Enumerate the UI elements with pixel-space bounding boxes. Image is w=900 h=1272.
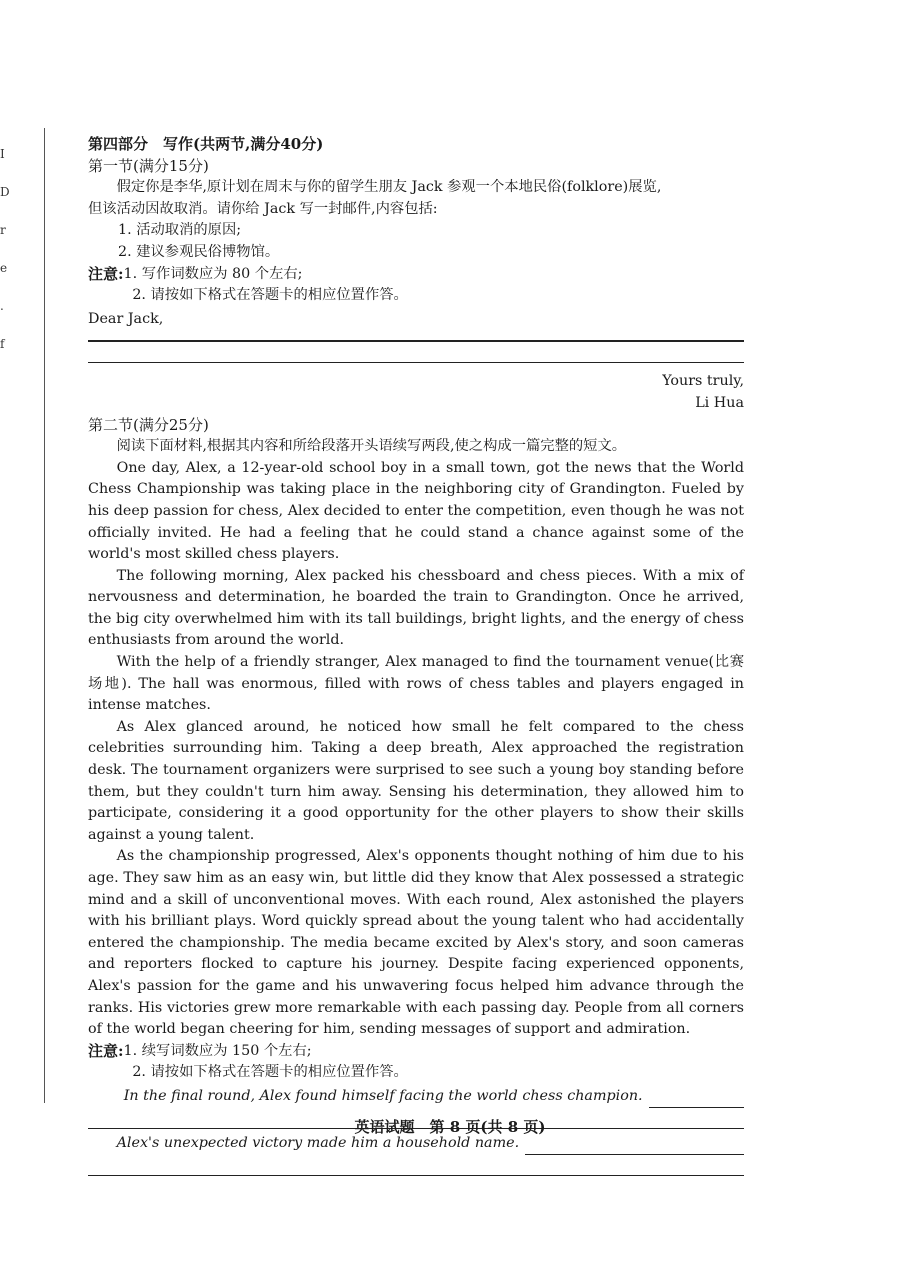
note-item: 1. 写作词数应为 80 个左右; [123,265,303,282]
story-paragraph: One day, Alex, a 12-year-old school boy in a small town, got the news that the World Chess Championship was taking place in the neighboring city of Grandington. Fueled by his deep passion for chess, Alex decided to enter the competition, even though he was not officially invited. He had a feeling that he could stand a chance against some of the world's most skilled chess players. [88,459,744,563]
note-item: 1. 续写词数应为 150 个左右; [123,1042,312,1059]
answer-line[interactable] [88,340,744,342]
salutation: Dear Jack, [88,310,164,327]
starter-text: Alex's unexpected victory made him a household name. [116,1135,520,1152]
note-label: 注意: [88,1041,124,1060]
note-item: 2. 请按如下格式在答题卡的相应位置作答。 [132,287,408,304]
continuation-starter-1 [88,1086,744,1108]
closing: Yours truly, [662,373,744,390]
binding-margin-line [44,128,45,1103]
part2-heading: 第二节(满分25分) [88,415,209,434]
story-paragraph: As the championship progressed, Alex's opponents thought nothing of him due to his age. They saw him as an easy win, but little did they know that Alex possessed a strategic mind and a skill of unconventional moves. With each round, Alex astonished the players with his brilliant plays. Word quickly spread about the young talent who had accidentally entered the championship. The media became excited by Alex's story, and soon cameras and reporters flocked to capture his journey. Despite facing experienced opponents, Alex's passion for the game and his unwavering focus helped him advance through the ranks. His victories grew more remarkable with each passing day. People from all corners of the world began cheering for him, sending messages of support and admiration. [88,848,744,1038]
edge-mark: . [0,299,4,313]
edge-mark: D [0,185,10,199]
exam-page-content [88,134,744,1176]
edge-mark: f [0,337,5,351]
section-title: 第四部分 写作(共两节,满分40分) [88,135,324,153]
part1-prompt-line: 假定你是李华,原计划在周末与你的留学生朋友 Jack 参观一个本地民俗(folklore)展览, [116,179,662,196]
edge-mark: r [0,223,6,237]
edge-marks [0,148,14,376]
answer-line[interactable] [88,362,744,364]
answer-blank[interactable] [525,1140,744,1155]
writing-part-2 [88,415,744,1177]
part1-note [88,264,744,286]
signature: Li Hua [695,394,744,411]
part1-prompt-line: 但该活动因故取消。请你给 Jack 写一封邮件,内容包括: [88,200,438,217]
note-label: 注意: [88,264,124,283]
part2-note [88,1041,744,1063]
answer-line[interactable] [88,1175,744,1177]
part1-item: 1. 活动取消的原因; [118,222,242,239]
edge-mark: I [0,147,5,161]
note-item: 2. 请按如下格式在答题卡的相应位置作答。 [132,1064,408,1081]
answer-blank[interactable] [649,1093,744,1108]
part1-item: 2. 建议参观民俗博物馆。 [118,243,280,260]
story-paragraph: With the help of a friendly stranger, Alex managed to find the tournament venue(比赛场地). The hall was enormous, filled with rows of chess tables and players engaged in intense matches. [88,654,744,714]
story-paragraph: As Alex glanced around, he noticed how small he felt compared to the chess celebrities surrounding him. Taking a deep breath, Alex approached the registration desk. The tournament organizers were surprised to see such a young boy standing before them, but they couldn't turn him away. Sensing his determination, they allowed him to participate, considering it a good opportunity for the other players to show their skills against a young talent. [88,718,744,843]
part2-instruction: 阅读下面材料,根据其内容和所给段落开头语续写两段,使之构成一篇完整的短文。 [116,438,627,455]
edge-mark: e [0,261,8,275]
part1-heading: 第一节(满分15分) [88,156,209,175]
page-footer: 英语试题 第 8 页(共 8 页) [354,1118,546,1136]
writing-part-1 [88,156,744,415]
starter-text: In the final round, Alex found himself facing the world chess champion. [123,1087,643,1104]
story-paragraph: The following morning, Alex packed his chessboard and chess pieces. With a mix of nervousness and determination, he boarded the train to Grandington. Once he arrived, the big city overwhelmed him with its tall buildings, bright lights, and the energy of chess enthusiasts from around the world. [88,567,744,649]
